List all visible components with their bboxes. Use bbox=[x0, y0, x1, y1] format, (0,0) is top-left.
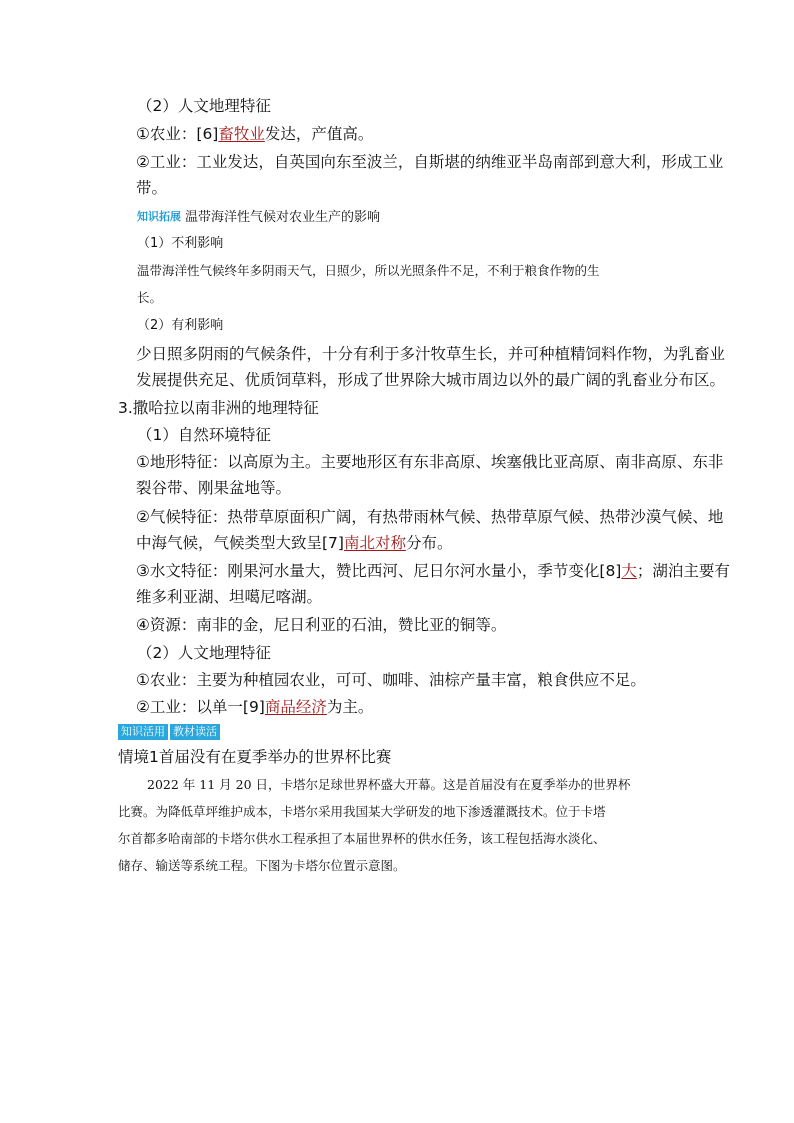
ind-pre: ②工业：以单一[9] bbox=[136, 698, 265, 716]
extension-title bbox=[137, 207, 380, 228]
water-post: ；湖泊主要有 bbox=[636, 562, 730, 580]
africa-industry-line bbox=[136, 697, 373, 717]
section2-heading: （2）人文地理特征 bbox=[137, 97, 271, 115]
ext-para1-line2: 长。 bbox=[137, 290, 163, 305]
hydrology-line-2: 维多利亚湖、坦噶尼喀湖。 bbox=[136, 588, 323, 606]
case-para-line1: 2022 年 11 月 20 日，卡塔尔足球世界杯盛大开幕。这是首届没有在夏季举办的世界杯 bbox=[147, 777, 631, 792]
terrain-line-1: ①地形特征：以高原为主。主要地形区有东非高原、埃塞俄比亚高原、南非高原、东非 bbox=[136, 453, 724, 471]
resources-line: ④资源：南非的金，尼日利亚的石油，赞比亚的铜等。 bbox=[136, 616, 507, 634]
case-para-line2: 比赛。为降低草坪维护成本，卡塔尔采用我国某大学研发的地下渗透灌溉技术。位于卡塔 bbox=[118, 804, 606, 819]
ind-post: 为主。 bbox=[326, 698, 374, 716]
ext-para2-line1: 少日照多阴雨的气候条件，十分有利于多汁牧草生长，并可种植精饲料作物，为乳畜业 bbox=[136, 345, 726, 363]
climate-line-1: ②气候特征：热带草原面积广阔，有热带雨林气候、热带草原气候、热带沙漠气候、地 bbox=[136, 508, 724, 526]
industry-line-2: 带。 bbox=[136, 179, 168, 197]
hydrology-line-1 bbox=[136, 561, 730, 581]
case-title: 情境1首届没有在夏季举办的世界杯比赛 bbox=[118, 748, 392, 766]
case-para-line4: 储存、输送等系统工程。下图为卡塔尔位置示意图。 bbox=[118, 858, 406, 873]
knowledge-application-tag: 知识活用 bbox=[118, 724, 168, 740]
answer-8: 大 bbox=[621, 562, 637, 580]
answer-7: 南北对称 bbox=[343, 534, 406, 552]
water-pre: ③水文特征：刚果河水量大，赞比西河、尼日尔河水量小，季节变化[8] bbox=[136, 562, 622, 580]
answer-9: 商品经济 bbox=[264, 698, 327, 716]
extension-title-text: 温带海洋性气候对农业生产的影响 bbox=[185, 210, 381, 225]
section3-sub1: （1）自然环境特征 bbox=[137, 426, 271, 444]
climate-post: 分布。 bbox=[405, 534, 453, 552]
ext-para2-line2: 发展提供充足、优质饲草料，形成了世界除大城市周边以外的最广阔的乳畜业分布区。 bbox=[136, 371, 726, 389]
section3-sub2: （2）人文地理特征 bbox=[137, 644, 271, 662]
africa-agriculture-line: ①农业：主要为种植园农业，可可、咖啡、油棕产量丰富，粮食供应不足。 bbox=[136, 671, 646, 689]
climate-line-2 bbox=[136, 533, 453, 553]
agri-pre: ①农业：[6] bbox=[136, 125, 219, 143]
answer-6: 畜牧业 bbox=[218, 125, 265, 143]
agriculture-line bbox=[136, 124, 373, 144]
section-tags bbox=[118, 721, 222, 741]
terrain-line-2: 裂谷带、刚果盆地等。 bbox=[136, 479, 292, 497]
ext-para1-line1: 温带海洋性气候终年多阴雨天气，日照少，所以光照条件不足，不利于粮食作物的生 bbox=[137, 263, 600, 278]
industry-line-1: ②工业：工业发达，自英国向东至波兰，自斯堪的纳维亚半岛南部到意大利，形成工业 bbox=[136, 153, 724, 171]
section3-heading: 3.撒哈拉以南非洲的地理特征 bbox=[118, 399, 319, 417]
textbook-reading-tag: 教材读活 bbox=[170, 724, 220, 740]
knowledge-extension-tag: 知识拓展 bbox=[137, 210, 181, 223]
ext-heading-2: （2）有利影响 bbox=[137, 318, 224, 333]
ext-heading-1: （1）不利影响 bbox=[137, 236, 224, 251]
agri-post: 发达，产值高。 bbox=[264, 125, 374, 143]
case-para-line3: 尔首都多哈南部的卡塔尔供水工程承担了本届世界杯的供水任务，该工程包括海水淡化、 bbox=[118, 831, 606, 846]
climate-pre: 中海气候，气候类型大致呈[7] bbox=[136, 534, 344, 552]
